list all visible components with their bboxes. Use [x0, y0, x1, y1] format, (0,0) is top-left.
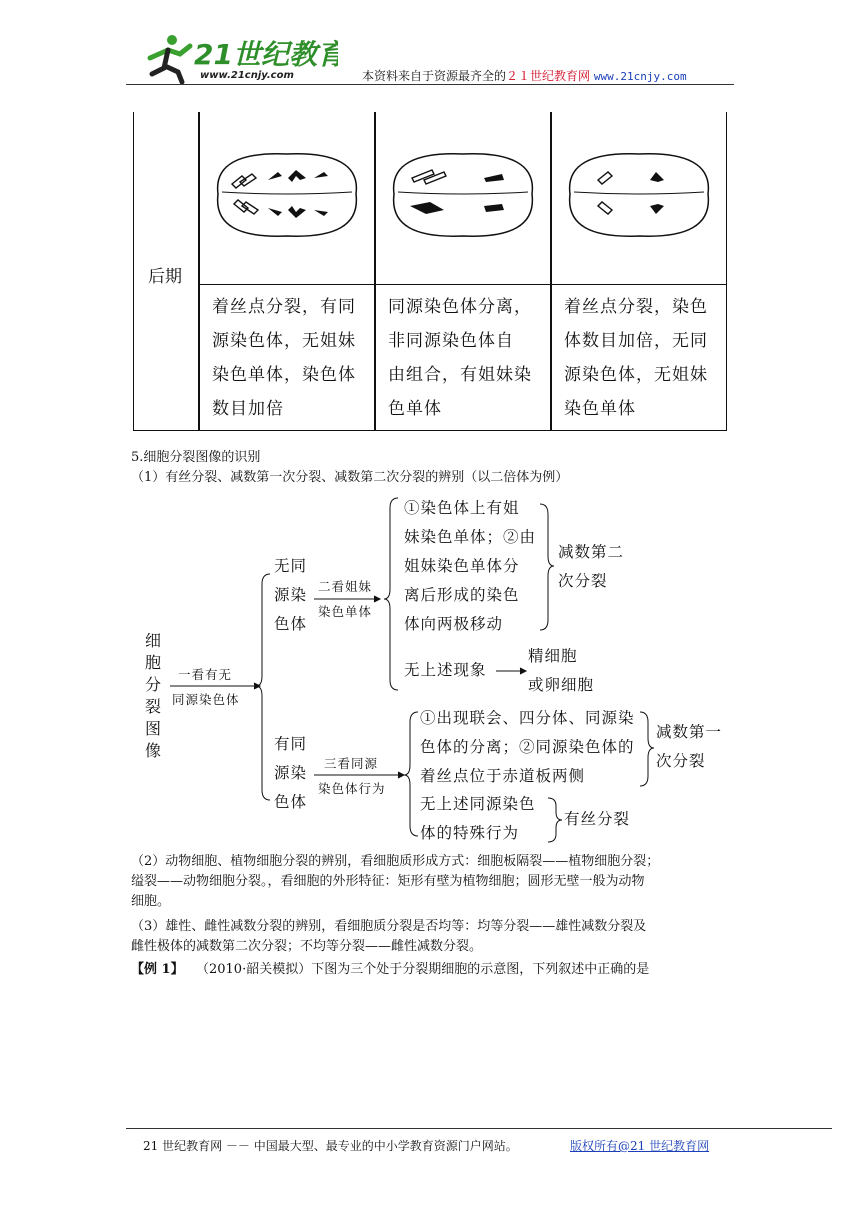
flow-result-meiosis-i [656, 718, 722, 776]
flow-line: 减数第二 [558, 543, 625, 561]
flow-line: 体的特殊行为 [420, 824, 520, 842]
cell-line: 体数目加倍，无同 [564, 331, 708, 351]
flow-line: 色体 [274, 615, 308, 633]
cell-line: 色单体 [388, 399, 442, 419]
flow-step3-bottom: 染色体行为 [318, 781, 386, 796]
cell-line: 非同源染色体自 [388, 331, 514, 351]
row-label-anaphase: 后期 [148, 267, 182, 287]
cell-line: 源染色体，无姐妹 [564, 365, 708, 385]
flow-line: 妹染色单体；②由 [404, 528, 537, 546]
flow-case-b: 无上述现象 [404, 661, 487, 679]
flow-line: 姐妹染色单体分 [404, 557, 520, 575]
footer-divider [126, 1128, 832, 1129]
flow-has-homolog [274, 730, 307, 817]
paragraph-3-line-2: 雌性极体的减数第二次分裂；不均等分裂——雌性减数分裂。 [131, 939, 483, 954]
flow-root-char: 裂 [144, 697, 161, 716]
flow-result-mitosis: 有丝分裂 [564, 810, 631, 828]
flow-line: 源染 [274, 586, 308, 604]
paragraph-2-line-1: （2）动物细胞、植物细胞分裂的辨别，看细胞质形成方式：细胞板隔裂——植物细胞分裂； [131, 854, 660, 869]
flow-no-homolog [274, 552, 307, 639]
flow-line: 色体的分离；②同源染色体的 [420, 738, 635, 756]
paragraph-2-line-3: 细胞。 [131, 894, 171, 909]
footer-copyright-link[interactable]: 版权所有@21 世纪教育网 [570, 1139, 710, 1153]
header-note-url[interactable]: www.21cnjy.com [593, 70, 687, 83]
flow-line: 源染 [274, 764, 308, 782]
flow-line: 无上述同源染色 [420, 795, 536, 813]
cell-line: 源染色体，无姐妹 [212, 331, 356, 351]
flow-line: 体向两极移动 [404, 615, 504, 633]
flow-root-char: 图 [144, 719, 161, 738]
flow-result-gamete [528, 642, 594, 700]
flow-line: 减数第一 [656, 723, 723, 741]
flow-line: 色体 [274, 793, 308, 811]
flow-root-char: 分 [144, 675, 161, 694]
header-note-site[interactable]: ２１世纪教育网 [506, 69, 591, 83]
flow-case-a [404, 494, 536, 639]
flow-line: 有同 [274, 735, 308, 753]
cell-line: 数目加倍 [212, 399, 284, 419]
example-text: （2010·韶关模拟）下图为三个处于分裂期细胞的示意图，下列叙述中正确的是 [195, 962, 650, 977]
cell-line: 着丝点分裂，染色 [564, 297, 708, 317]
paragraph-3-line-1: （3）雄性、雌性减数分裂的辨别，看细胞质分裂是否均等：均等分裂——雄性减数分裂及 [131, 919, 647, 934]
cell-line: 着丝点分裂，有同 [212, 297, 356, 317]
section-title: 5.细胞分裂图像的识别 [131, 450, 261, 465]
flow-root-char: 胞 [144, 653, 161, 672]
cell-line: 染色单体，染色体 [212, 365, 356, 385]
flow-step2-bottom: 染色单体 [318, 604, 373, 619]
flow-result-meiosis-ii [558, 538, 624, 596]
flow-root-char: 像 [144, 741, 161, 760]
cell-line: 由组合，有姐妹染 [388, 365, 532, 385]
flow-step1-top: 一看有无 [178, 667, 233, 682]
flow-line: 离后形成的染色 [404, 586, 520, 604]
example-label: 【例 1】 [131, 962, 184, 977]
footer-description: 21 世纪教育网 －－ 中国最大型、最专业的中小学教育资源门户网站。 [143, 1139, 518, 1153]
flow-line: 着丝点位于赤道板两侧 [420, 767, 586, 785]
flow-case-c [420, 704, 635, 791]
flow-line: ①出现联会、四分体、同源染 [420, 709, 635, 727]
flow-case-d [420, 790, 536, 848]
flow-line: 无同 [274, 557, 308, 575]
flow-line: ①染色体上有姐 [404, 499, 520, 517]
flow-root-char: 细 [144, 631, 161, 650]
flow-line: 次分裂 [558, 572, 608, 590]
cell-line: 同源染色体分离， [388, 297, 532, 317]
subsection-1-title: （1）有丝分裂、减数第一次分裂、减数第二次分裂的辨别（以二倍体为例） [131, 470, 569, 485]
flow-line: 或卵细胞 [528, 676, 595, 694]
example-1 [131, 960, 649, 980]
header-note-prefix: 本资料来自于资源最齐全的 [362, 69, 507, 83]
flow-line: 精细胞 [528, 647, 578, 665]
cell-line: 染色单体 [564, 399, 636, 419]
flow-step1-bottom: 同源染色体 [172, 692, 240, 707]
flow-step3-top: 三看同源 [324, 756, 379, 771]
paragraph-2-line-2: 缢裂——动物细胞分裂。，看细胞的外形特征：矩形有壁为植物细胞；圆形无壁一般为动物 [131, 874, 645, 889]
flow-step2-top: 二看姐妹 [318, 579, 373, 594]
flow-line: 次分裂 [656, 752, 706, 770]
logo-url: www.21cnjy.com [200, 70, 294, 81]
logo-text: 21世纪教育 [194, 38, 338, 71]
